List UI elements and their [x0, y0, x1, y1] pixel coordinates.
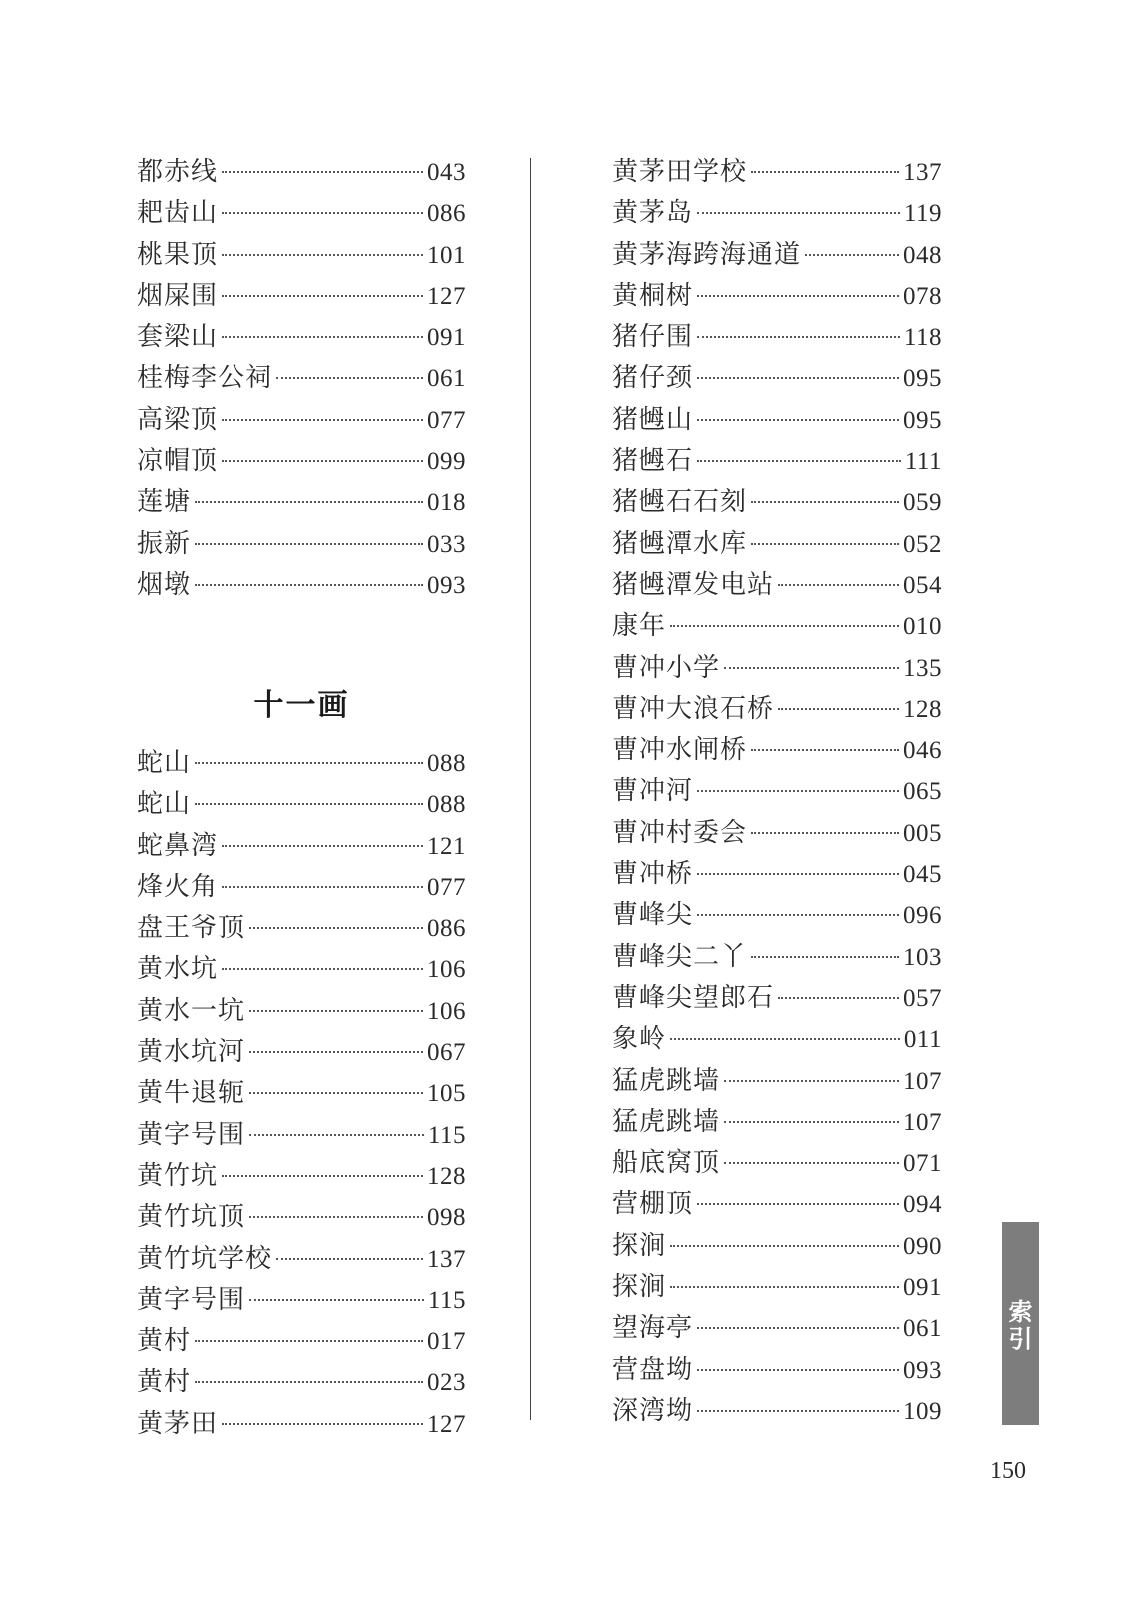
entry-page-number: 115 [427, 1286, 466, 1314]
dot-leader [222, 419, 423, 421]
index-entry [137, 482, 466, 523]
entry-name: 黄竹坑顶 [137, 1202, 246, 1233]
index-entry [137, 1404, 466, 1445]
entry-page-number: 010 [903, 613, 942, 641]
entry-name: 黄竹坑学校 [137, 1243, 273, 1274]
index-entry [612, 235, 942, 276]
entry-name: 望海亭 [612, 1313, 694, 1344]
entry-name: 黄茅田学校 [612, 157, 748, 187]
entry-page-number: 095 [903, 406, 942, 434]
entry-name: 高梁顶 [137, 404, 219, 435]
entry-name: 蛇山 [137, 789, 192, 820]
index-entry [137, 193, 466, 234]
entry-name: 猪乸潭水库 [612, 528, 748, 559]
entry-name: 猪乸潭发电站 [612, 569, 775, 600]
entry-page-number: 017 [427, 1328, 466, 1356]
dot-leader [249, 1092, 423, 1094]
index-column-left-top [137, 152, 466, 606]
index-entry [137, 826, 466, 867]
entry-name: 探涧 [612, 1230, 667, 1261]
index-entry [137, 1362, 466, 1403]
dot-leader [670, 1038, 900, 1040]
index-entry [612, 482, 942, 523]
index-entry [137, 743, 466, 784]
dot-leader [751, 956, 899, 958]
dot-leader [222, 295, 423, 297]
entry-page-number: 137 [903, 159, 942, 186]
entry-name: 猪乸山 [612, 404, 694, 435]
entry-page-number: 061 [903, 1315, 942, 1343]
entry-page-number: 098 [427, 1204, 466, 1232]
entry-page-number: 086 [427, 200, 466, 228]
index-entry [612, 1061, 942, 1102]
index-entry [137, 1073, 466, 1114]
dot-leader [697, 873, 899, 875]
entry-name: 黄字号围 [137, 1119, 246, 1150]
dot-leader [222, 171, 423, 173]
entry-name: 黄牛退轭 [137, 1078, 246, 1109]
index-entry [137, 1280, 466, 1321]
entry-name: 探涧 [612, 1272, 667, 1303]
dot-leader [751, 832, 899, 834]
entry-name: 桂梅李公祠 [137, 363, 273, 394]
dot-leader [751, 543, 899, 545]
dot-leader [697, 336, 900, 338]
index-entry [612, 276, 942, 317]
dot-leader [697, 377, 899, 379]
dot-leader [249, 1299, 424, 1301]
entry-page-number: 077 [427, 873, 466, 901]
index-entry [612, 813, 942, 854]
entry-page-number: 090 [903, 1232, 942, 1260]
dot-leader [724, 1121, 899, 1123]
entry-page-number: 094 [903, 1191, 942, 1219]
dot-leader [222, 1423, 423, 1425]
index-entry [612, 152, 942, 193]
entry-name: 曹峰尖望郎石 [612, 982, 775, 1013]
index-entry [612, 1226, 942, 1267]
index-entry [137, 1032, 466, 1073]
dot-leader [195, 762, 423, 764]
side-tab [1002, 1222, 1039, 1425]
entry-page-number: 096 [903, 902, 942, 930]
entry-name: 曹冲桥 [612, 859, 694, 890]
entry-page-number: 078 [903, 282, 942, 310]
index-entry [612, 978, 942, 1019]
dot-leader [697, 1410, 899, 1412]
dot-leader [724, 1080, 899, 1082]
dot-leader [222, 886, 423, 888]
entry-name: 耙齿山 [137, 198, 219, 229]
dot-leader [249, 1010, 423, 1012]
entry-name: 曹峰尖 [612, 900, 694, 931]
entry-page-number: 091 [427, 324, 466, 352]
index-entry [612, 400, 942, 441]
index-entry [137, 441, 466, 482]
dot-leader [276, 377, 423, 379]
dot-leader [751, 501, 899, 503]
entry-name: 黄字号围 [137, 1284, 246, 1315]
dot-leader [222, 336, 423, 338]
entry-name: 都赤线 [137, 157, 219, 187]
entry-name: 振新 [137, 528, 192, 559]
entry-name: 烟墩 [137, 569, 192, 600]
dot-leader [222, 1175, 423, 1177]
dot-leader [724, 667, 899, 669]
index-entry [612, 1184, 942, 1225]
index-entry [612, 1391, 942, 1432]
entry-name: 猪仔围 [612, 322, 694, 353]
entry-name: 曹冲村委会 [612, 817, 748, 848]
entry-name: 营盘坳 [612, 1354, 694, 1385]
entry-name: 猪乸石 [612, 446, 694, 477]
entry-name: 黄桐树 [612, 280, 694, 311]
entry-name: 曹峰尖二丫 [612, 941, 748, 972]
dot-leader [195, 584, 423, 586]
dot-leader [670, 1245, 899, 1247]
entry-page-number: 048 [903, 241, 942, 269]
entry-page-number: 093 [427, 571, 466, 599]
entry-name: 营棚顶 [612, 1189, 694, 1220]
index-entry [137, 1156, 466, 1197]
index-entry [612, 565, 942, 606]
entry-page-number: 118 [903, 324, 942, 352]
index-entry [612, 689, 942, 730]
entry-page-number: 057 [903, 984, 942, 1012]
index-entry [612, 358, 942, 399]
dot-leader [697, 914, 899, 916]
index-entry [612, 193, 942, 234]
index-entry [612, 441, 942, 482]
entry-page-number: 127 [427, 1410, 466, 1438]
page-number: 150 [990, 1458, 1026, 1484]
dot-leader [195, 803, 423, 805]
entry-name: 曹冲水闸桥 [612, 735, 748, 766]
index-entry [612, 606, 942, 647]
index-entry [612, 1267, 942, 1308]
index-entry [137, 991, 466, 1032]
dot-leader [751, 171, 899, 173]
entry-page-number: 052 [903, 530, 942, 558]
entry-name: 黄水一坑 [137, 995, 246, 1026]
entry-page-number: 061 [427, 365, 466, 393]
index-entry [137, 784, 466, 825]
entry-page-number: 086 [427, 915, 466, 943]
entry-name: 曹冲小学 [612, 652, 721, 683]
dot-leader [697, 1369, 899, 1371]
index-entry [612, 937, 942, 978]
dot-leader [697, 460, 901, 462]
entry-name: 曹冲河 [612, 776, 694, 807]
index-entry [137, 908, 466, 949]
entry-name: 康年 [612, 611, 667, 642]
entry-name: 猪仔颈 [612, 363, 694, 394]
entry-name: 船底窝顶 [612, 1148, 721, 1179]
entry-page-number: 067 [427, 1039, 466, 1067]
entry-page-number: 023 [427, 1369, 466, 1397]
entry-page-number: 077 [427, 406, 466, 434]
entry-name: 黄竹坑 [137, 1160, 219, 1191]
dot-leader [222, 968, 423, 970]
entry-name: 黄村 [137, 1326, 192, 1357]
entry-name: 猪乸石石刻 [612, 487, 748, 518]
entry-page-number: 043 [427, 159, 466, 186]
entry-name: 蛇鼻湾 [137, 830, 219, 861]
dot-leader [195, 1340, 423, 1342]
dot-leader [724, 1162, 899, 1164]
entry-page-number: 088 [427, 791, 466, 819]
index-entry [612, 524, 942, 565]
entry-name: 黄茅田 [137, 1408, 219, 1439]
entry-page-number: 115 [427, 1121, 466, 1149]
section-heading: 十一画 [253, 688, 350, 723]
entry-page-number: 011 [903, 1026, 942, 1054]
entry-name: 桃果顶 [137, 239, 219, 270]
index-entry [137, 152, 466, 193]
index-entry [137, 949, 466, 990]
dot-leader [195, 543, 423, 545]
index-entry [612, 895, 942, 936]
dot-leader [195, 1381, 423, 1383]
entry-page-number: 018 [427, 489, 466, 517]
dot-leader [249, 927, 423, 929]
dot-leader [222, 212, 423, 214]
index-entry [137, 867, 466, 908]
column-divider [530, 158, 531, 1420]
dot-leader [249, 1134, 424, 1136]
entry-name: 烽火角 [137, 871, 219, 902]
entry-page-number: 093 [903, 1356, 942, 1384]
entry-page-number: 107 [903, 1067, 942, 1095]
dot-leader [697, 212, 900, 214]
entry-page-number: 137 [427, 1245, 466, 1273]
entry-name: 莲塘 [137, 487, 192, 518]
index-entry [137, 317, 466, 358]
dot-leader [697, 790, 899, 792]
entry-name: 猛虎跳墙 [612, 1065, 721, 1096]
entry-page-number: 109 [903, 1397, 942, 1425]
dot-leader [249, 1051, 423, 1053]
entry-name: 烟屎围 [137, 280, 219, 311]
entry-name: 黄茅海跨海通道 [612, 239, 802, 270]
dot-leader [697, 295, 899, 297]
index-entry [612, 1143, 942, 1184]
index-entry [612, 854, 942, 895]
index-entry [137, 235, 466, 276]
dot-leader [697, 1203, 899, 1205]
entry-page-number: 128 [427, 1162, 466, 1190]
dot-leader [195, 501, 423, 503]
index-entry [137, 1115, 466, 1156]
entry-page-number: 121 [427, 832, 466, 860]
dot-leader [778, 708, 899, 710]
dot-leader [249, 1216, 423, 1218]
index-entry [137, 1239, 466, 1280]
dot-leader [778, 584, 899, 586]
entry-page-number: 099 [427, 448, 466, 476]
index-entry [137, 565, 466, 606]
dot-leader [778, 997, 899, 999]
entry-name: 猛虎跳墙 [612, 1106, 721, 1137]
entry-page-number: 111 [904, 448, 942, 476]
entry-name: 黄水坑 [137, 954, 219, 985]
side-tab-label: 索引 [1008, 1297, 1033, 1353]
dot-leader [222, 845, 423, 847]
entry-name: 盘王爷顶 [137, 913, 246, 944]
dot-leader [222, 460, 423, 462]
index-column-left-bottom [137, 743, 466, 1445]
dot-leader [222, 254, 423, 256]
entry-page-number: 119 [903, 200, 942, 228]
index-entry [612, 1308, 942, 1349]
dot-leader [805, 254, 899, 256]
index-entry [612, 1102, 942, 1143]
entry-name: 蛇山 [137, 748, 192, 778]
entry-page-number: 033 [427, 530, 466, 558]
entry-name: 深湾坳 [612, 1395, 694, 1426]
dot-leader [670, 625, 899, 627]
index-entry [137, 400, 466, 441]
dot-leader [697, 419, 899, 421]
index-entry [137, 358, 466, 399]
entry-page-number: 054 [903, 571, 942, 599]
dot-leader [670, 1286, 899, 1288]
entry-name: 象岭 [612, 1024, 667, 1055]
entry-page-number: 105 [427, 1080, 466, 1108]
entry-page-number: 101 [427, 241, 466, 269]
entry-name: 凉帽顶 [137, 446, 219, 477]
index-entry [137, 276, 466, 317]
entry-page-number: 106 [427, 956, 466, 984]
index-entry [137, 524, 466, 565]
entry-page-number: 005 [903, 819, 942, 847]
dot-leader [751, 749, 899, 751]
entry-page-number: 059 [903, 489, 942, 517]
entry-page-number: 106 [427, 997, 466, 1025]
entry-page-number: 071 [903, 1150, 942, 1178]
entry-name: 套梁山 [137, 322, 219, 353]
entry-page-number: 107 [903, 1108, 942, 1136]
index-entry [137, 1197, 466, 1238]
index-entry [612, 648, 942, 689]
entry-page-number: 065 [903, 778, 942, 806]
dot-leader [697, 1327, 899, 1329]
index-entry [612, 317, 942, 358]
index-entry [612, 1019, 942, 1060]
index-entry [612, 730, 942, 771]
index-entry [137, 1321, 466, 1362]
entry-page-number: 128 [903, 695, 942, 723]
entry-page-number: 091 [903, 1274, 942, 1302]
entry-name: 黄水坑河 [137, 1037, 246, 1068]
entry-page-number: 135 [903, 654, 942, 682]
index-entry [612, 1350, 942, 1391]
entry-name: 曹冲大浪石桥 [612, 693, 775, 724]
entry-name: 黄村 [137, 1367, 192, 1398]
entry-page-number: 046 [903, 737, 942, 765]
entry-page-number: 127 [427, 282, 466, 310]
entry-page-number: 095 [903, 365, 942, 393]
index-entry [612, 771, 942, 812]
entry-name: 黄茅岛 [612, 198, 694, 229]
entry-page-number: 103 [903, 943, 942, 971]
entry-page-number: 045 [903, 861, 942, 889]
entry-page-number: 088 [427, 750, 466, 777]
index-column-right [612, 152, 942, 1432]
dot-leader [276, 1258, 423, 1260]
